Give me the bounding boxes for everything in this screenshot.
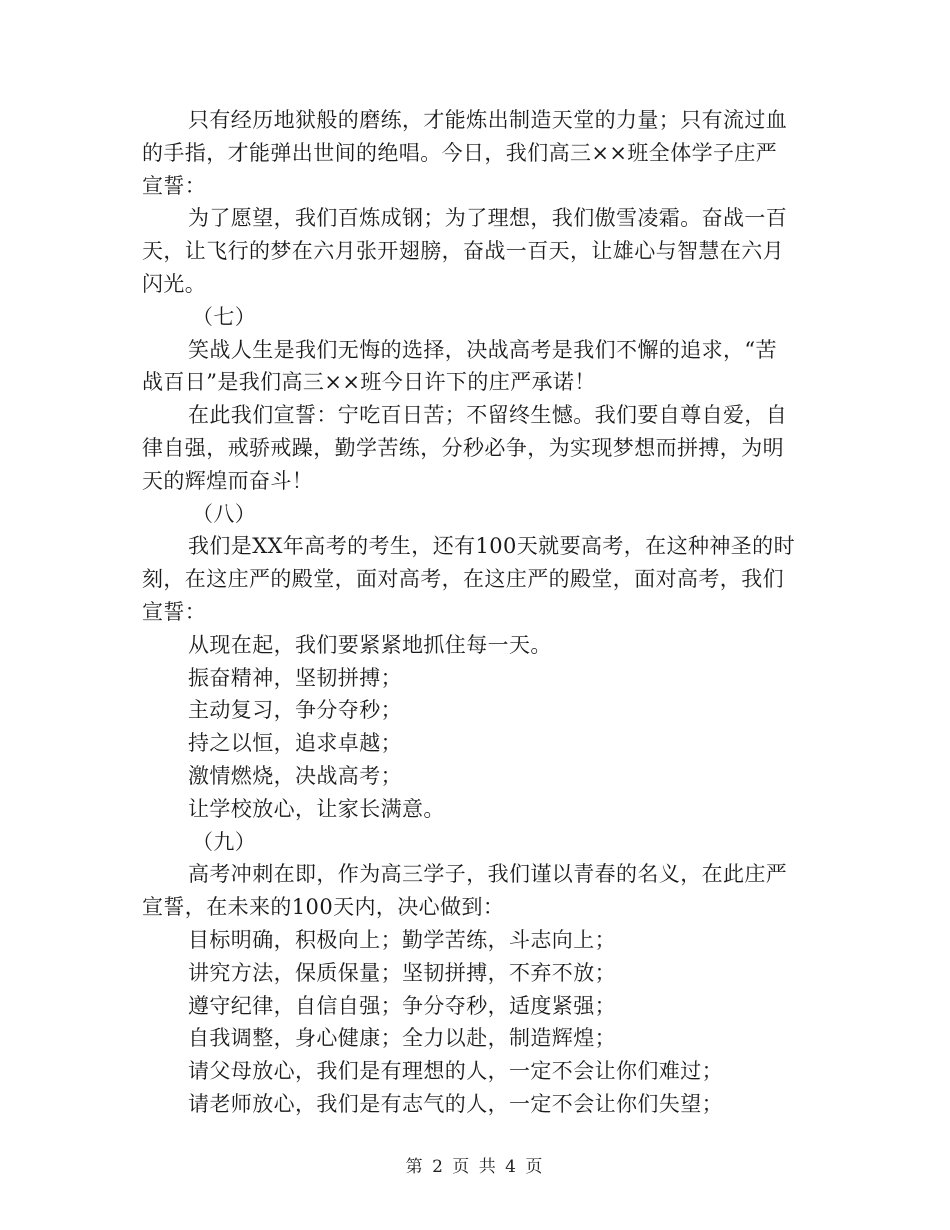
text-line: 宣誓： <box>142 173 207 198</box>
text-line: 律自强，戒骄戒躁，勤学苦练，分秒必争，为实现梦想而拼搏，为明 <box>142 435 784 460</box>
text-line: 宣誓： <box>142 599 207 624</box>
text-line: 高考冲刺在即，作为高三学子，我们谨以青春的名义，在此庄严 <box>188 862 788 887</box>
text-line: 持之以恒，追求卓越； <box>188 731 402 756</box>
text-line: 讲究方法，保质保量；坚韧拼搏，不弃不放； <box>188 960 616 985</box>
text-line: 宣誓，在未来的100天内，决心做到： <box>142 895 505 920</box>
section-heading: （八） <box>192 501 257 526</box>
section-heading: （七） <box>192 304 257 329</box>
text-line: 让学校放心，让家长满意。 <box>188 796 445 821</box>
section-heading: （九） <box>192 829 257 854</box>
text-line: 我们是XX年高考的考生，还有100天就要高考，在这种神圣的时 <box>188 534 795 559</box>
text-line: 刻，在这庄严的殿堂，面对高考，在这庄严的殿堂，面对高考，我们 <box>142 567 784 592</box>
text-line: 激情燃烧，决战高考； <box>188 763 402 788</box>
document-body <box>142 104 802 1121</box>
text-line: 在此我们宣誓：宁吃百日苦；不留终生憾。我们要自尊自爱，自 <box>188 403 788 428</box>
text-line: 振奋精神，坚韧拼搏； <box>188 665 402 690</box>
text-line: 请父母放心，我们是有理想的人，一定不会让你们难过； <box>188 1059 723 1084</box>
text-line: 遵守纪律，自信自强；争分夺秒，适度紧强； <box>188 993 616 1018</box>
text-line: 从现在起，我们要紧紧地抓住每一天。 <box>188 632 552 657</box>
text-line: 为了愿望，我们百炼成钢；为了理想，我们傲雪凌霜。奋战一百 <box>188 206 788 231</box>
text-line: 天的辉煌而奋斗！ <box>142 468 314 493</box>
text-line: 天，让飞行的梦在六月张开翅膀，奋战一百天，让雄心与智慧在六月 <box>142 239 784 264</box>
text-line: 自我调整，身心健康；全力以赴，制造辉煌； <box>188 1026 616 1051</box>
text-line: 请老师放心，我们是有志气的人，一定不会让你们失望； <box>188 1091 723 1116</box>
text-line: 目标明确，积极向上；勤学苦练，斗志向上； <box>188 927 616 952</box>
text-line: 闪光。 <box>142 271 207 296</box>
text-line: 主动复习，争分夺秒； <box>188 698 402 723</box>
text-line: 的手指，才能弹出世间的绝唱。今日，我们高三××班全体学子庄严 <box>142 140 778 165</box>
text-line: 战百日”是我们高三××班今日许下的庄严承诺！ <box>142 370 596 395</box>
page-footer: 第 2 页 共 4 页 <box>405 1157 545 1177</box>
text-line: 只有经历地狱般的磨练，才能炼出制造天堂的力量；只有流过血 <box>188 108 788 132</box>
text-line: 笑战人生是我们无悔的选择，决战高考是我们不懈的追求，“苦 <box>188 337 777 362</box>
